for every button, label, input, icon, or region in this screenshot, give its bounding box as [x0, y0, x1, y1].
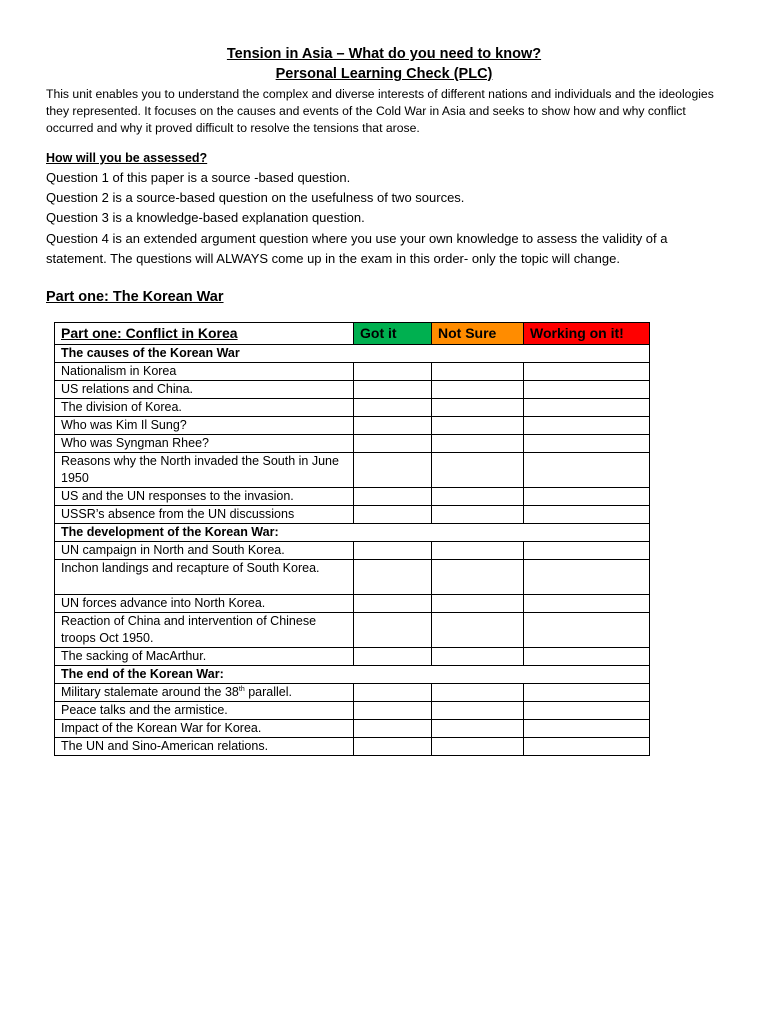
- working-on-it-checkbox-cell[interactable]: [524, 381, 650, 399]
- table-row: [55, 542, 650, 560]
- assessment-heading: How will you be assessed?: [46, 151, 208, 165]
- question-3-text: Question 3 is a knowledge-based explanation question.: [46, 210, 365, 225]
- not-sure-column-header: Not Sure: [432, 323, 524, 345]
- working-on-it-checkbox-cell[interactable]: [524, 648, 650, 666]
- topic-cell: Impact of the Korean War for Korea.: [55, 720, 354, 738]
- question-2-text: Question 2 is a source-based question on the usefulness of two sources.: [46, 190, 465, 205]
- working-on-it-checkbox-cell[interactable]: [524, 453, 650, 488]
- topic-cell: Nationalism in Korea: [55, 363, 354, 381]
- topic-cell: Reaction of China and intervention of Chinese troops Oct 1950.: [55, 613, 354, 648]
- working-on-it-checkbox-cell[interactable]: [524, 684, 650, 702]
- not-sure-checkbox-cell[interactable]: [432, 738, 524, 756]
- table-row: [55, 648, 650, 666]
- working-on-it-checkbox-cell[interactable]: [524, 506, 650, 524]
- page-title: Tension in Asia – What do you need to know?: [226, 46, 542, 62]
- got-it-checkbox-cell[interactable]: [354, 738, 432, 756]
- not-sure-checkbox-cell[interactable]: [432, 648, 524, 666]
- got-it-checkbox-cell[interactable]: [354, 506, 432, 524]
- got-it-checkbox-cell[interactable]: [354, 435, 432, 453]
- table-row: [55, 488, 650, 506]
- table-row: [55, 506, 650, 524]
- table-row: [55, 417, 650, 435]
- got-it-checkbox-cell[interactable]: [354, 488, 432, 506]
- page-subtitle: Personal Learning Check (PLC): [275, 66, 493, 82]
- not-sure-checkbox-cell[interactable]: [432, 560, 524, 595]
- working-on-it-checkbox-cell[interactable]: [524, 613, 650, 648]
- not-sure-checkbox-cell[interactable]: [432, 363, 524, 381]
- section-heading-end: The end of the Korean War:: [55, 666, 650, 684]
- working-on-it-checkbox-cell[interactable]: [524, 542, 650, 560]
- table-row: [55, 435, 650, 453]
- got-it-checkbox-cell[interactable]: [354, 702, 432, 720]
- part-one-heading: Part one: The Korean War: [46, 289, 224, 305]
- working-on-it-column-header: Working on it!: [524, 323, 650, 345]
- working-on-it-checkbox-cell[interactable]: [524, 488, 650, 506]
- topic-text: Military stalemate around the 38: [61, 685, 239, 699]
- got-it-checkbox-cell[interactable]: [354, 720, 432, 738]
- topic-cell: USSR’s absence from the UN discussions: [55, 506, 354, 524]
- not-sure-checkbox-cell[interactable]: [432, 542, 524, 560]
- got-it-checkbox-cell[interactable]: [354, 648, 432, 666]
- got-it-checkbox-cell[interactable]: [354, 381, 432, 399]
- not-sure-checkbox-cell[interactable]: [432, 453, 524, 488]
- not-sure-checkbox-cell[interactable]: [432, 435, 524, 453]
- topic-cell: Peace talks and the armistice.: [55, 702, 354, 720]
- intro-paragraph: This unit enables you to understand the complex and diverse interests of different nations and individuals and the ideologies they represented. It focuses on the causes and events of the Cold War in Asia and seeks to show how and why conflict occurred and why it proved difficult to resolve the tensions that arose.: [46, 87, 714, 135]
- table-row: [55, 720, 650, 738]
- working-on-it-checkbox-cell[interactable]: [524, 560, 650, 595]
- got-it-checkbox-cell[interactable]: [354, 595, 432, 613]
- got-it-checkbox-cell[interactable]: [354, 560, 432, 595]
- question-4-text: Question 4 is an extended argument question where you use your own knowledge to assess the validity of a statement. The questions will ALWAYS come up in the exam in this order- only the topic will change.: [46, 231, 668, 266]
- working-on-it-checkbox-cell[interactable]: [524, 595, 650, 613]
- got-it-checkbox-cell[interactable]: [354, 417, 432, 435]
- topic-cell: The UN and Sino-American relations.: [55, 738, 354, 756]
- working-on-it-checkbox-cell[interactable]: [524, 702, 650, 720]
- got-it-checkbox-cell[interactable]: [354, 613, 432, 648]
- table-header-row: [55, 323, 650, 345]
- section-heading-development: The development of the Korean War:: [55, 524, 650, 542]
- not-sure-checkbox-cell[interactable]: [432, 595, 524, 613]
- got-it-checkbox-cell[interactable]: [354, 453, 432, 488]
- topic-cell: Reasons why the North invaded the South in June 1950: [55, 453, 354, 488]
- table-row: [55, 738, 650, 756]
- topic-cell: Who was Kim Il Sung?: [55, 417, 354, 435]
- not-sure-checkbox-cell[interactable]: [432, 720, 524, 738]
- topic-cell: [55, 684, 354, 702]
- not-sure-checkbox-cell[interactable]: [432, 399, 524, 417]
- working-on-it-checkbox-cell[interactable]: [524, 720, 650, 738]
- table-row: [55, 363, 650, 381]
- not-sure-checkbox-cell[interactable]: [432, 488, 524, 506]
- table-row: [55, 381, 650, 399]
- not-sure-checkbox-cell[interactable]: [432, 613, 524, 648]
- got-it-checkbox-cell[interactable]: [354, 363, 432, 381]
- not-sure-checkbox-cell[interactable]: [432, 381, 524, 399]
- section-row: [55, 666, 650, 684]
- topic-cell: The sacking of MacArthur.: [55, 648, 354, 666]
- section-row: [55, 345, 650, 363]
- topic-column-header: Part one: Conflict in Korea: [55, 323, 354, 345]
- not-sure-checkbox-cell[interactable]: [432, 417, 524, 435]
- topic-cell: US and the UN responses to the invasion.: [55, 488, 354, 506]
- table-row: [55, 702, 650, 720]
- table-row: [55, 453, 650, 488]
- working-on-it-checkbox-cell[interactable]: [524, 738, 650, 756]
- got-it-checkbox-cell[interactable]: [354, 684, 432, 702]
- not-sure-checkbox-cell[interactable]: [432, 702, 524, 720]
- topic-cell: Who was Syngman Rhee?: [55, 435, 354, 453]
- topic-cell: Inchon landings and recapture of South Korea.: [55, 560, 354, 595]
- section-row: [55, 524, 650, 542]
- plc-table: [54, 322, 650, 756]
- topic-cell: UN forces advance into North Korea.: [55, 595, 354, 613]
- section-heading-causes: The causes of the Korean War: [55, 345, 650, 363]
- topic-cell: UN campaign in North and South Korea.: [55, 542, 354, 560]
- table-row: [55, 613, 650, 648]
- topic-cell: The division of Korea.: [55, 399, 354, 417]
- question-1-text: Question 1 of this paper is a source -based question.: [46, 170, 351, 185]
- not-sure-checkbox-cell[interactable]: [432, 506, 524, 524]
- not-sure-checkbox-cell[interactable]: [432, 684, 524, 702]
- working-on-it-checkbox-cell[interactable]: [524, 417, 650, 435]
- got-it-checkbox-cell[interactable]: [354, 399, 432, 417]
- table-row: [55, 684, 650, 702]
- table-row: [55, 399, 650, 417]
- got-it-column-header: Got it: [354, 323, 432, 345]
- working-on-it-checkbox-cell[interactable]: [524, 363, 650, 381]
- table-row: [55, 595, 650, 613]
- topic-text: parallel.: [244, 685, 292, 699]
- topic-cell: US relations and China.: [55, 381, 354, 399]
- got-it-checkbox-cell[interactable]: [354, 542, 432, 560]
- ordinal-suffix: th: [238, 685, 245, 693]
- working-on-it-checkbox-cell[interactable]: [524, 435, 650, 453]
- table-row: [55, 560, 650, 595]
- working-on-it-checkbox-cell[interactable]: [524, 399, 650, 417]
